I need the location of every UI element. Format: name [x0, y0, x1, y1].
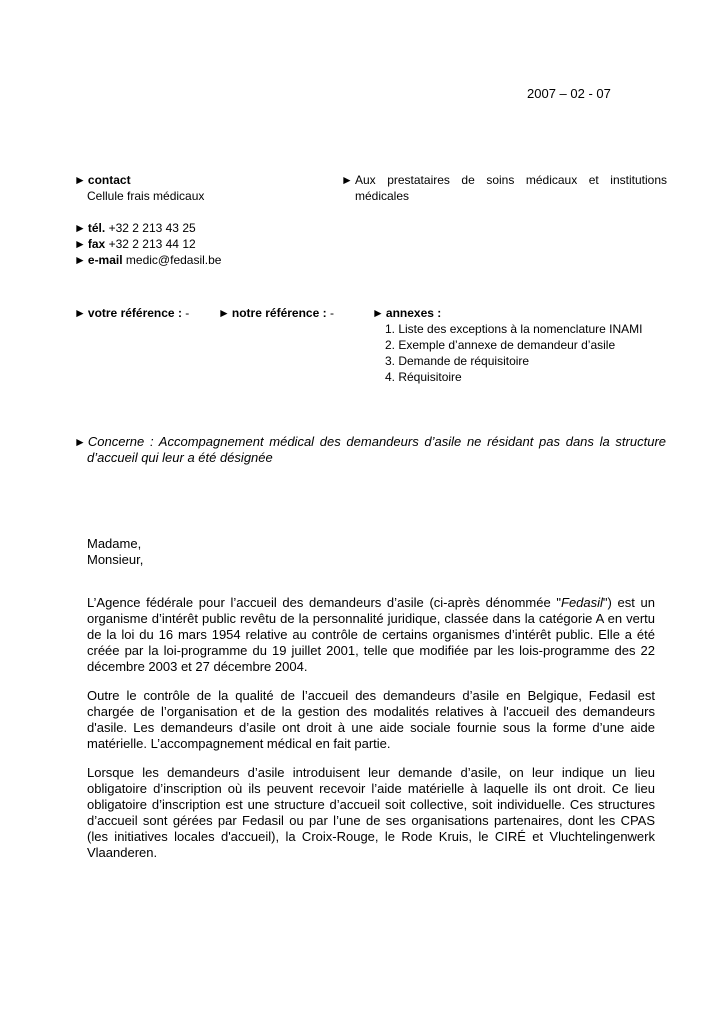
notre-reference-label: notre référence :: [231, 306, 327, 320]
arrow-right-icon: ►: [218, 306, 230, 320]
list-item: 1. Liste des exceptions à la nomenclature INAMI: [385, 322, 643, 336]
subject-line-2: d’accueil qui leur a été désignée: [87, 450, 273, 465]
recipient-block: [341, 172, 667, 204]
fax-label: fax: [87, 237, 106, 251]
salutation: [87, 536, 143, 568]
arrow-right-icon: ►: [74, 173, 86, 187]
arrow-right-icon: ►: [74, 221, 86, 235]
votre-reference-value: -: [185, 306, 190, 320]
salutation-line-1: Madame,: [87, 536, 142, 551]
paragraph-text: ") est un organisme d’intérêt public revêtu de la personnalité juridique, classée dans la catégorie A en vertu de la loi du 16 mars 1954 relative au contrôle de certains organismes d’intérêt public. Elle a été créée par la loi-programme du 19 juillet 2001, telle que modifiée par les lois-programme des 22 décembre 2003 et 27 décembre 2004.: [87, 595, 655, 674]
email-label: e-mail: [87, 253, 123, 267]
votre-reference-label: votre référence :: [87, 306, 182, 320]
arrow-right-icon: ►: [74, 435, 86, 449]
subject-line-1: Concerne : Accompagnement médical des demandeurs d’asile ne résidant pas dans la structure: [87, 434, 666, 449]
body-paragraph-3: Lorsque les demandeurs d’asile introduisent leur demande d’asile, on leur indique un lieu obligatoire d’inscription où ils peuvent recevoir l’aide matérielle à laquelle ils ont droit. Ce lieu obligatoire d’inscription est une structure d’accueil soit collective, soit individuelle. Ces structures d’accueil sont gérées par Fedasil ou par l’une de ses organisations partenaires, dont les CPAS (les initiatives locales d'accueil), la Croix-Rouge, le Rode Kruis, le CIRÉ et Vluchtelingenwerk Vlaanderen.: [87, 765, 655, 860]
contact-label: contact: [87, 173, 131, 187]
list-item: 2. Exemple d’annexe de demandeur d’asile: [385, 338, 616, 352]
annexes-block: [372, 305, 642, 385]
contact-numbers: [74, 220, 221, 268]
recipient-line-1: Aux prestataires de soins médicaux et institutions: [355, 173, 667, 187]
tel-label: tél.: [87, 221, 106, 235]
arrow-right-icon: ►: [372, 306, 384, 320]
arrow-right-icon: ►: [74, 237, 86, 251]
votre-reference: [74, 305, 189, 321]
arrow-right-icon: ►: [74, 306, 86, 320]
subject-line: [74, 434, 666, 466]
annexes-list: [372, 321, 642, 385]
list-item: 3. Demande de réquisitoire: [385, 354, 530, 368]
annexes-label: annexes :: [385, 306, 442, 320]
body-paragraph-1: [87, 595, 655, 675]
tel-value: +32 2 213 43 25: [108, 221, 196, 235]
paragraph-text: L’Agence fédérale pour l’accueil des demandeurs d’asile (ci-après dénommée ": [87, 595, 561, 610]
contact-block: [74, 172, 314, 204]
list-item: 4. Réquisitoire: [385, 370, 462, 384]
recipient-line-2: médicales: [355, 189, 410, 203]
notre-reference: [218, 305, 334, 321]
arrow-right-icon: ►: [74, 253, 86, 267]
salutation-line-2: Monsieur,: [87, 552, 144, 567]
arrow-right-icon: ►: [341, 173, 353, 187]
fax-value: +32 2 213 44 12: [108, 237, 196, 251]
notre-reference-value: -: [329, 306, 334, 320]
fedasil-italic: Fedasil: [561, 595, 603, 610]
letter-date: 2007 – 02 - 07: [527, 86, 611, 101]
contact-department: Cellule frais médicaux: [87, 189, 205, 203]
body-paragraph-2: Outre le contrôle de la qualité de l’accueil des demandeurs d’asile en Belgique, Fedasil est chargée de l’organisation et de la gestion des modalités relatives à l'accueil des demandeurs d'asile. Les demandeurs d’asile ont droit à une aide sociale fournie sous la forme d’une aide matérielle. L’accompagnement médical en fait partie.: [87, 688, 655, 751]
email-value[interactable]: medic@fedasil.be: [125, 253, 222, 267]
